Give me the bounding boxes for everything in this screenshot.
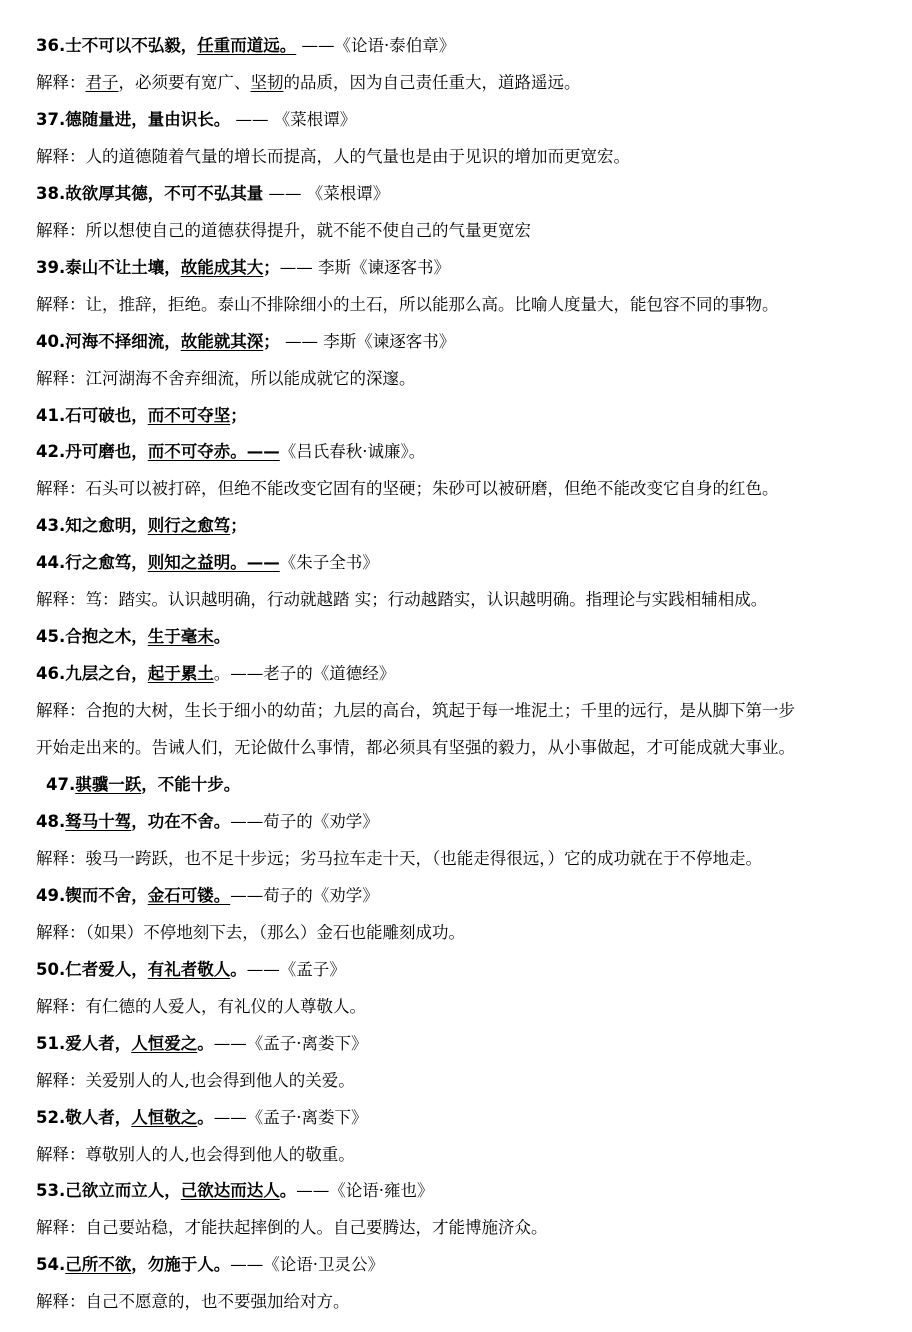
explanation-line	[36, 1139, 912, 1171]
explanation-line	[36, 215, 912, 247]
underlined-text: 故能就其深	[180, 331, 264, 351]
source-citation: ——《论语·雍也》	[296, 1181, 434, 1201]
text-segment: 解释：（如果）不停地刻下去，（那么）金石也能雕刻成功。	[36, 922, 465, 942]
underlined-text: 人恒敬之	[131, 1107, 198, 1127]
underlined-text: 则行之愈笃	[147, 516, 231, 536]
text-segment: 解释：笃：踏实。认识越明确，行动就越踏 实；行动越踏实，认识越明确。指理论与实践相辅相成。	[36, 590, 768, 610]
quote-line	[36, 178, 912, 210]
text-segment: 46.九层之台，	[36, 664, 148, 684]
text-segment: 解释：自己不愿意的，也不要强加给对方。	[36, 1292, 350, 1312]
text-segment: 42.丹可磨也，	[36, 442, 148, 462]
explanation-line	[36, 67, 912, 99]
explanation-line	[36, 473, 912, 505]
source-citation: ——《论语·卫灵公》	[230, 1255, 384, 1275]
source-citation: ——荀子的《劝学》	[230, 811, 379, 831]
underlined-text: 任重而道远。	[197, 36, 297, 55]
text-segment: 38.故欲厚其德，不可不弘其量	[36, 183, 264, 203]
text-segment: 54.	[36, 1255, 66, 1275]
text-segment: 解释：关爱别人的人,也会得到他人的关爱。	[36, 1070, 355, 1090]
quote-line	[36, 1249, 912, 1281]
text-segment: 。	[279, 1181, 297, 1201]
source-citation: —— 李斯《谏逐客书》	[279, 257, 450, 277]
underlined-text: 则知之益明。——	[147, 553, 280, 573]
text-segment: 50.仁者爱人，	[36, 959, 148, 979]
text-segment: 49.锲而不舍，	[36, 885, 148, 905]
explanation-line	[36, 1065, 912, 1097]
text-segment: 解释：石头可以被打碎，但绝不能改变它固有的坚硬；朱砂可以被研磨，但绝不能改变它自身的红色。	[36, 479, 779, 499]
text-segment: ，必须要有宽广、	[118, 72, 251, 92]
explanation-line	[36, 363, 912, 395]
explanation-line	[36, 843, 912, 875]
text-segment: 。	[213, 627, 231, 647]
explanation-line	[36, 289, 912, 321]
quote-line	[36, 400, 912, 432]
text-segment: 解释：让，推辞，拒绝。泰山不排除细小的土石，所以能那么高。比喻人度量大，能包容不同的事物。	[36, 294, 779, 314]
text-segment: ；	[263, 331, 280, 351]
underlined-text: 人恒爱之	[131, 1033, 198, 1053]
text-segment: 45.合抱之木，	[36, 627, 148, 647]
underlined-text: 而不可夺赤。——	[147, 442, 280, 462]
source-citation: ——荀子的《劝学》	[230, 885, 379, 905]
text-segment: 37.德随量进，量由识长。	[36, 109, 231, 129]
underlined-text: 骐骥一跃	[75, 775, 142, 794]
text-segment: ；	[230, 405, 247, 425]
quote-line	[46, 769, 912, 801]
quote-line	[36, 1102, 912, 1134]
quote-line	[36, 547, 912, 579]
underlined-text: 起于累土	[147, 664, 214, 684]
explanation-line	[36, 584, 912, 616]
underlined-text: 驽马十驾	[65, 811, 132, 831]
text-segment: 解释：江河湖海不舍弃细流，所以能成就它的深邃。	[36, 368, 416, 388]
underlined-text: 故能成其大	[180, 257, 264, 277]
text-segment: 解释：有仁德的人爱人，有礼仪的人尊敬人。	[36, 996, 366, 1016]
source-citation: 《朱子全书》	[279, 553, 379, 573]
source-citation: ——《孟子·离娄下》	[213, 1033, 368, 1053]
text-segment: 44.行之愈笃，	[36, 553, 148, 573]
explanation-line	[36, 1286, 912, 1318]
underlined-text: 而不可夺坚	[147, 405, 231, 425]
quote-line	[36, 1175, 912, 1207]
source-citation: —— 《菜根谭》	[230, 109, 357, 129]
underlined-text: 坚韧	[250, 72, 284, 92]
text-segment: ；	[230, 516, 247, 536]
source-citation: 《吕氏春秋·诚廉》。	[279, 442, 426, 462]
text-segment: 的品质，因为自己责任重大，道路遥远。	[283, 72, 581, 92]
text-segment: 51.爱人者，	[36, 1033, 132, 1053]
quote-line	[36, 880, 912, 912]
text-segment: 41.石可破也，	[36, 405, 148, 425]
quote-line	[36, 104, 912, 136]
underlined-text: 金石可镂。	[147, 885, 231, 905]
quote-line	[36, 30, 912, 62]
text-segment: 解释：合抱的大树，生长于细小的幼苗；九层的高台，筑起于每一堆泥土；千里的远行，是从脚下第一步	[36, 701, 795, 721]
underlined-text: 己所不欲	[65, 1255, 132, 1275]
source-citation: 。——老子的《道德经》	[213, 664, 396, 684]
text-segment: 解释：尊敬别人的人,也会得到他人的敬重。	[36, 1144, 355, 1164]
text-segment: 39.泰山不让土壤，	[36, 257, 181, 277]
underlined-text: 君子	[85, 72, 119, 92]
source-citation: ——《孟子》	[246, 959, 346, 979]
text-segment: 解释：	[36, 72, 86, 92]
text-segment: 解释：骏马一跨跃，也不足十步远；劣马拉车走十天，（也能走得很远，）它的成功就在于不停地走。	[36, 848, 762, 868]
underlined-text: 己欲达而达人	[180, 1181, 280, 1201]
explanation-line	[36, 917, 912, 949]
quote-line	[36, 252, 912, 284]
quote-line	[36, 658, 912, 690]
text-segment: 解释：人的道德随着气量的增长而提高，人的气量也是由于见识的增加而更宽宏。	[36, 146, 630, 166]
text-segment: 53.己欲立而立人，	[36, 1181, 181, 1201]
text-segment: 开始走出来的。告诫人们，无论做什么事情，都必须具有坚强的毅力，从小事做起，才可能成就大事业。	[36, 738, 795, 758]
text-segment: ，功在不舍。	[131, 811, 231, 831]
source-citation: —— 《菜根谭》	[263, 183, 390, 203]
text-segment: 解释：所以想使自己的道德获得提升，就不能不使自己的气量更宽宏	[36, 220, 531, 240]
text-segment: 48.	[36, 811, 66, 831]
quote-line	[36, 1028, 912, 1060]
text-segment: 36.士不可以不弘毅，	[36, 36, 198, 55]
text-segment: ，不能十步。	[141, 775, 241, 794]
source-citation: ——《孟子·离娄下》	[213, 1107, 368, 1127]
text-segment: 43.知之愈明，	[36, 516, 148, 536]
source-citation: ——《论语·泰伯章》	[296, 36, 456, 55]
underlined-text: 有礼者敬人	[147, 959, 231, 979]
text-segment: 。	[197, 1033, 214, 1053]
underlined-text: 生于毫末	[147, 627, 214, 647]
text-segment: 。	[197, 1107, 214, 1127]
explanation-line	[36, 732, 912, 764]
text-segment: 解释：自己要站稳，才能扶起摔倒的人。自己要腾达，才能博施济众。	[36, 1218, 548, 1238]
quote-line	[36, 806, 912, 838]
explanation-line	[36, 695, 912, 727]
quote-line	[36, 326, 912, 358]
explanation-line	[36, 141, 912, 173]
text-segment: ，勿施于人。	[131, 1255, 231, 1275]
explanation-line	[36, 991, 912, 1023]
quote-line	[36, 510, 912, 542]
source-citation: —— 李斯《谏逐客书》	[279, 331, 456, 351]
text-segment: 。	[230, 959, 247, 979]
quote-line	[36, 621, 912, 653]
explanation-line	[36, 1212, 912, 1244]
text-segment: 52.敬人者，	[36, 1107, 132, 1127]
quote-line	[36, 954, 912, 986]
text-segment: ；	[263, 257, 280, 277]
text-segment: 40.河海不择细流，	[36, 331, 181, 351]
text-segment: 47.	[46, 775, 76, 794]
quote-line	[36, 436, 912, 468]
